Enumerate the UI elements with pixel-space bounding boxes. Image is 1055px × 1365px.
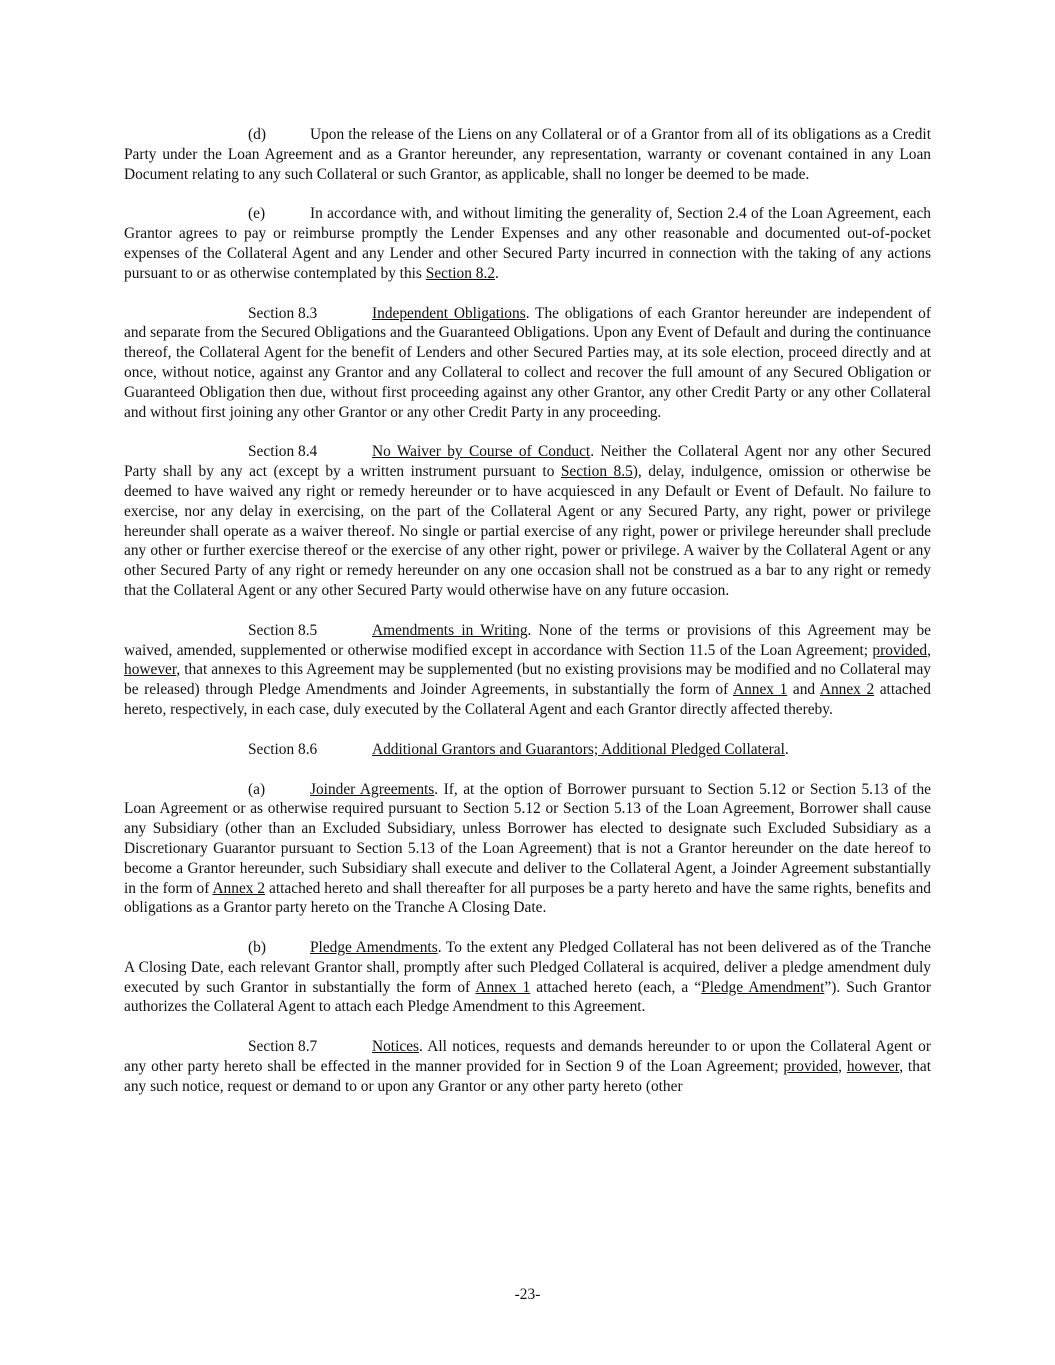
paragraph-b-title: Pledge Amendments	[310, 939, 438, 957]
paragraph-d	[124, 125, 931, 184]
section-8-3-title: Independent Obligations	[372, 304, 526, 322]
section-8-2-reference: Section 8.2	[425, 264, 496, 282]
section-8-7: Section 8.7 Notices. All notices, requests and demands hereunder to or upon the Collateral Agent or any other party hereto shall be effected in the manner provided for in Section 9 of the Loan Agreement; provided, however, that any such notice, request or demand to or upon any Grantor or any other party hereto (other	[124, 1038, 931, 1095]
paragraph-e-label: (e)	[248, 205, 266, 223]
annex-1-reference: Annex 1	[475, 978, 531, 996]
however-term: however	[846, 1058, 900, 1076]
section-8-5-number: Section 8.5	[248, 621, 318, 639]
document-page	[124, 125, 931, 1097]
annex-2-reference: Annex 2	[819, 681, 875, 699]
section-8-5-title: Amendments in Writing	[372, 621, 528, 639]
section-8-3-number: Section 8.3	[248, 304, 318, 322]
section-8-3-text: . The obligations of each Grantor hereunder are independent of and separate from the Secured Obligations and the Guaranteed Obligations. Upon any Event of Default and during the continuance thereof, the Collateral Agent for the benefit of Lenders and other Secured Parties may, at its sole election, proceed directly and at once, without notice, against any Grantor and any Collateral to collect and recover the full amount of any Secured Obligation or Guaranteed Obligation then due, without first proceeding against any other Grantor, any other Credit Party or any other Collateral and without first joining any other Grantor or any other Credit Party in any proceeding.	[124, 304, 931, 421]
paragraph-e-text: In accordance with, and without limiting the generality of, Section 2.4 of the Loan Agreement, each Grantor agrees to pay or reimburse promptly the Lender Expenses and any other reasonable and documented out-of-pocket expenses of the Collateral Agent and any Lender and other Secured Party incurred in connection with the taking of any actions pursuant to or as otherwise contemplated by this	[124, 205, 931, 282]
section-8-6: Section 8.6 Additional Grantors and Guarantors; Additional Pledged Collateral.	[248, 740, 789, 758]
section-8-5: Section 8.5 Amendments in Writing. None of the terms or provisions of this Agreement may be waived, amended, supplemented or otherwise modified except in accordance with Section 11.5 of the Loan Agreement; provided, however, that annexes to this Agreement may be supplemented (but no existing provisions may be modified and no Collateral may be released) through Pledge Amendments and Joinder Agreements, in substantially the form of Annex 1 and Annex 2 attached hereto, respectively, in each case, duly executed by the Collateral Agent and each Grantor directly affected thereby.	[124, 621, 931, 718]
paragraph-e: (e) In accordance with, and without limiting the generality of, Section 2.4 of the Loan Agreement, each Grantor agrees to pay or reimburse promptly the Lender Expenses and any other reasonable and documented out-of-pocket expenses of the Collateral Agent and any Lender and other Secured Party incurred in connection with the taking of any actions pursuant to or as otherwise contemplated by this Section 8.2.	[124, 205, 931, 282]
pledge-amendment-term: Pledge Amendment	[701, 978, 825, 996]
section-8-4: Section 8.4 No Waiver by Course of Conduct. Neither the Collateral Agent nor any other Secured Party shall by any act (except by a written instrument pursuant to Section 8.5), delay, indulgence, omission or otherwise be deemed to have waived any right or remedy hereunder or to have acquiesced in any Default or Event of Default. No failure to exercise, nor any delay in exercising, on the part of the Collateral Agent or any Secured Party, any right, power or privilege hereunder shall operate as a waiver thereof. No single or partial exercise of any right, power or privilege hereunder shall preclude any other or further exercise thereof or the exercise of any other right, power or privilege. A waiver by the Collateral Agent or any other Secured Party of any right or remedy hereunder on any one occasion shall not be construed as a bar to any right or remedy that the Collateral Agent or any other Secured Party would otherwise have on any future occasion.	[124, 443, 931, 599]
section-8-7-number: Section 8.7	[248, 1038, 318, 1056]
page-number: -23-	[514, 1286, 541, 1303]
paragraph-a-label: (a)	[248, 780, 266, 798]
section-8-7-title: Notices	[372, 1038, 420, 1056]
section-8-6-title: Additional Grantors and Guarantors; Additional Pledged Collateral	[372, 740, 785, 758]
section-8-3	[124, 304, 931, 423]
however-term: however	[124, 661, 177, 679]
section-8-6-number: Section 8.6	[248, 740, 318, 758]
annex-1-reference: Annex 1	[732, 681, 788, 699]
paragraph-b: (b) Pledge Amendments. To the extent any Pledged Collateral has not been delivered as of the Tranche A Closing Date, each relevant Grantor shall, promptly after such Pledged Collateral is acquired, deliver a pledge amendment duly executed by such Grantor in substantially the form of Annex 1 attached hereto (each, a “Pledge Amendment”). Such Grantor authorizes the Collateral Agent to attach each Pledge Amendment to this Agreement.	[124, 939, 931, 1016]
paragraph-a: (a) Joinder Agreements. If, at the option of Borrower pursuant to Section 5.12 or Section 5.13 of the Loan Agreement or as otherwise required pursuant to Section 5.12 or Section 5.13 of the Loan Agreement, Borrower shall cause any Subsidiary (other than an Excluded Subsidiary, unless Borrower has elected to designate such Excluded Subsidiary as a Discretionary Guarantor pursuant to Section 5.13 of the Loan Agreement) that is not a Grantor hereunder on the date hereof to become a Grantor hereunder, such Subsidiary shall execute and deliver to the Collateral Agent, a Joinder Agreement substantially in the form of Annex 2 attached hereto and shall thereafter for all purposes be a party hereto and have the same rights, benefits and obligations as a Grantor party hereto on the Tranche A Closing Date.	[124, 780, 931, 917]
annex-2-reference: Annex 2	[212, 879, 266, 897]
provided-term: provided	[783, 1058, 839, 1076]
provided-term: provided	[872, 641, 928, 659]
paragraph-d-text: Upon the release of the Liens on any Collateral or of a Grantor from all of its obligations as a Credit Party under the Loan Agreement and as a Grantor hereunder, any representation, warranty or covenant contained in any Loan Document relating to any such Collateral or such Grantor, as applicable, shall no longer be deemed to be made.	[124, 126, 931, 183]
section-8-5-reference: Section 8.5	[560, 463, 633, 481]
section-8-4-title: No Waiver by Course of Conduct	[372, 443, 591, 461]
paragraph-d-label: (d)	[248, 126, 266, 143]
section-8-4-number: Section 8.4	[248, 443, 318, 461]
paragraph-b-label: (b)	[248, 939, 266, 957]
paragraph-a-title: Joinder Agreements	[310, 780, 435, 798]
